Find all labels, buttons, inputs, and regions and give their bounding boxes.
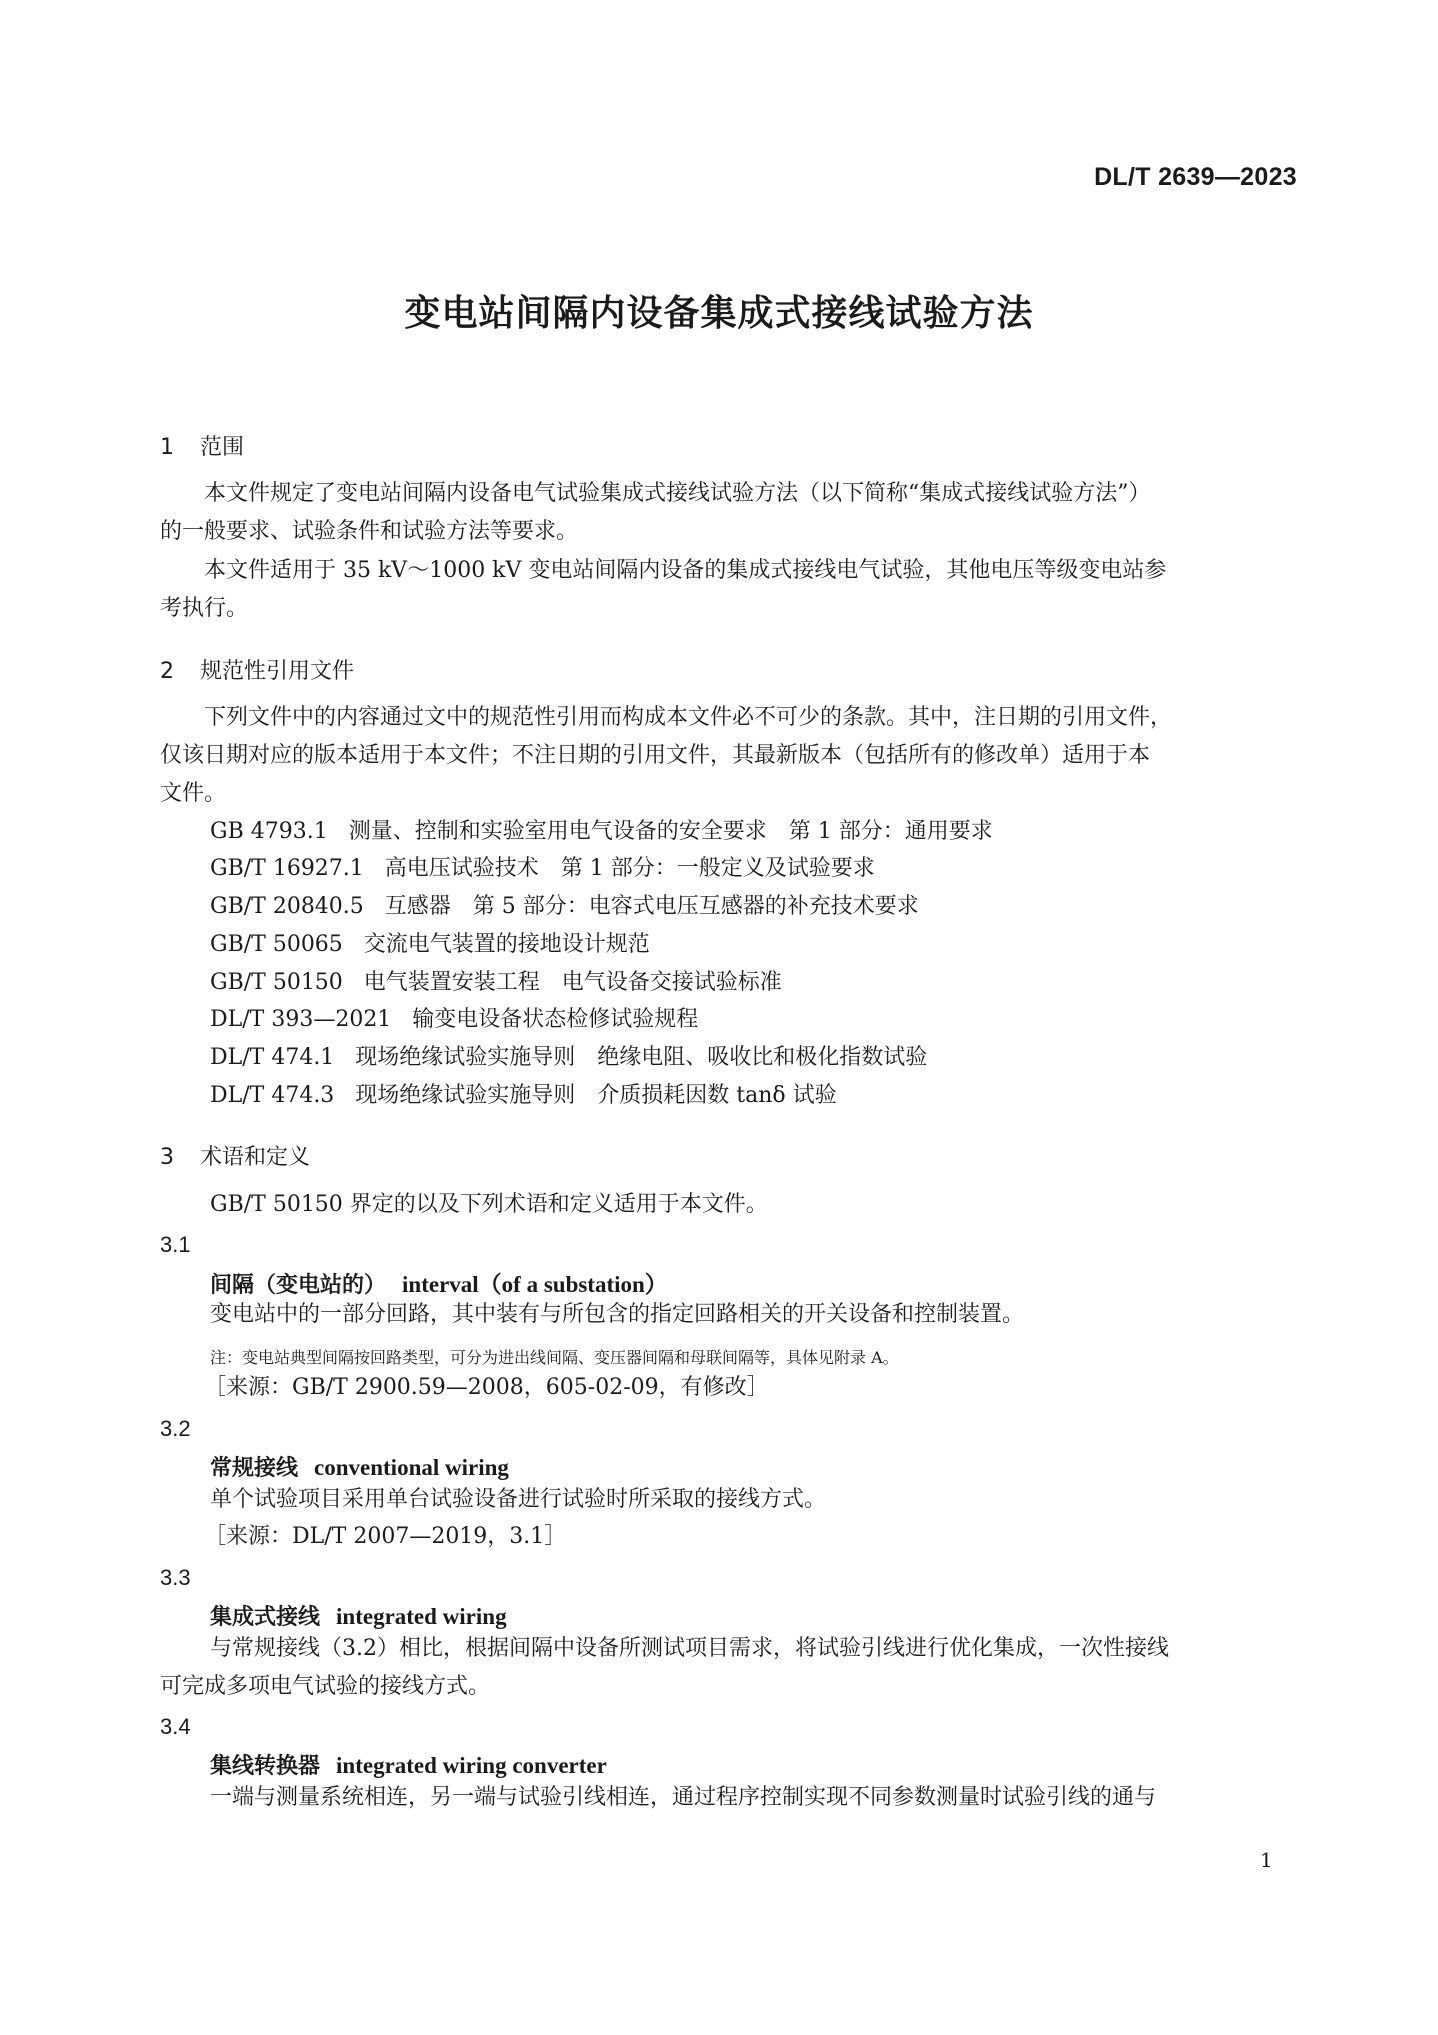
page-number: 1 (1260, 1848, 1273, 1872)
term-definition: 可完成多项电气试验的接线方式。 (160, 1674, 491, 1699)
term-number: 3.2 (160, 1416, 191, 1441)
term-number: 3.3 (160, 1565, 191, 1590)
reference-code: GB/T 16927.1 (210, 856, 364, 881)
reference-title: 高电压试验技术 第 1 部分：一般定义及试验要求 (384, 856, 875, 881)
term-definition: 单个试验项目采用单台试验设备进行试验时所采取的接线方式。 (210, 1487, 827, 1512)
term-note: 注：变电站典型间隔按回路类型，可分为进出线间隔、变压器间隔和母联间隔等，具体见附录 A。 (210, 1348, 899, 1367)
reference-item (210, 934, 650, 956)
paragraph-line: 下列文件中的内容通过文中的规范性引用而构成本文件必不可少的条款。其中，注日期的引用文件， (204, 705, 1173, 730)
section-3-heading (160, 1140, 310, 1171)
section-number: 3 (160, 1145, 174, 1170)
term-source: ［来源：DL/T 2007—2019，3.1］ (204, 1524, 567, 1549)
document-code: DL/T 2639—2023 (1094, 163, 1297, 191)
reference-code: DL/T 393—2021 (210, 1007, 392, 1032)
reference-item (210, 1085, 837, 1107)
paragraph-line: 的一般要求、试验条件和试验方法等要求。 (160, 519, 579, 544)
section-title: 术语和定义 (200, 1145, 311, 1170)
paragraph-line: 仅该日期对应的版本适用于本文件；不注日期的引用文件，其最新版本（包括所有的修改单）适用于本 (160, 743, 1151, 768)
term-heading (210, 1266, 668, 1299)
reference-code: DL/T 474.1 (210, 1045, 335, 1070)
reference-title: 现场绝缘试验实施导则 绝缘电阻、吸收比和极化指数试验 (355, 1045, 928, 1070)
term-heading (210, 1451, 509, 1482)
paragraph-line: 文件。 (160, 781, 227, 806)
reference-code: GB/T 50150 (210, 970, 343, 995)
reference-title: 互感器 第 5 部分：电容式电压互感器的补充技术要求 (384, 894, 919, 919)
term-english: interval（of a substation） (402, 1272, 668, 1297)
term-heading (210, 1749, 607, 1780)
reference-title: 交流电气装置的接地设计规范 (363, 932, 650, 957)
reference-code: GB/T 50065 (210, 932, 343, 957)
reference-item (210, 972, 782, 994)
term-chinese: 间隔（变电站的） (210, 1273, 387, 1298)
reference-item (210, 858, 875, 880)
reference-code: DL/T 474.3 (210, 1083, 335, 1108)
term-english: conventional wiring (314, 1455, 509, 1480)
paragraph-line: 考执行。 (160, 596, 249, 621)
paragraph-line: GB/T 50150 界定的以及下列术语和定义适用于本文件。 (210, 1192, 768, 1217)
document-title: 变电站间隔内设备集成式接线试验方法 (404, 293, 1034, 334)
paragraph-line: 本文件规定了变电站间隔内设备电气试验集成式接线试验方法（以下简称“集成式接线试验方法”） (204, 481, 1151, 506)
reference-item (210, 1009, 698, 1031)
section-1-heading (160, 430, 244, 461)
paragraph-line: 本文件适用于 35 kV～1000 kV 变电站间隔内设备的集成式接线电气试验，其他电压等级变电站参 (204, 558, 1167, 583)
section-title: 规范性引用文件 (200, 659, 355, 684)
term-chinese: 集成式接线 (210, 1605, 321, 1630)
reference-item (210, 821, 993, 843)
reference-title: 输变电设备状态检修试验规程 (412, 1007, 699, 1032)
reference-code: GB 4793.1 (210, 819, 328, 844)
term-english: integrated wiring (336, 1604, 507, 1629)
term-definition: 一端与测量系统相连，另一端与试验引线相连，通过程序控制实现不同参数测量时试验引线的通与 (210, 1785, 1157, 1810)
term-english: integrated wiring converter (336, 1753, 607, 1778)
reference-title: 现场绝缘试验实施导则 介质损耗因数 tanδ 试验 (355, 1083, 837, 1108)
term-source: ［来源：GB/T 2900.59—2008，605-02-09，有修改］ (204, 1375, 769, 1400)
term-chinese: 常规接线 (210, 1456, 299, 1481)
reference-code: GB/T 20840.5 (210, 894, 364, 919)
term-number: 3.1 (160, 1232, 191, 1257)
term-heading (210, 1600, 507, 1631)
section-number: 2 (160, 659, 174, 684)
section-2-heading (160, 654, 354, 685)
reference-title: 测量、控制和实验室用电气设备的安全要求 第 1 部分：通用要求 (348, 819, 993, 844)
section-title: 范围 (200, 435, 245, 460)
reference-item (210, 1047, 927, 1069)
term-definition: 与常规接线（3.2）相比，根据间隔中设备所测试项目需求，将试验引线进行优化集成，一次性接线 (210, 1636, 1169, 1661)
term-chinese: 集线转换器 (210, 1754, 321, 1779)
reference-title: 电气装置安装工程 电气设备交接试验标准 (363, 970, 782, 995)
term-number: 3.4 (160, 1714, 191, 1739)
reference-item (210, 896, 919, 918)
term-definition: 变电站中的一部分回路，其中装有与所包含的指定回路相关的开关设备和控制装置。 (210, 1302, 1025, 1327)
section-number: 1 (160, 435, 174, 460)
